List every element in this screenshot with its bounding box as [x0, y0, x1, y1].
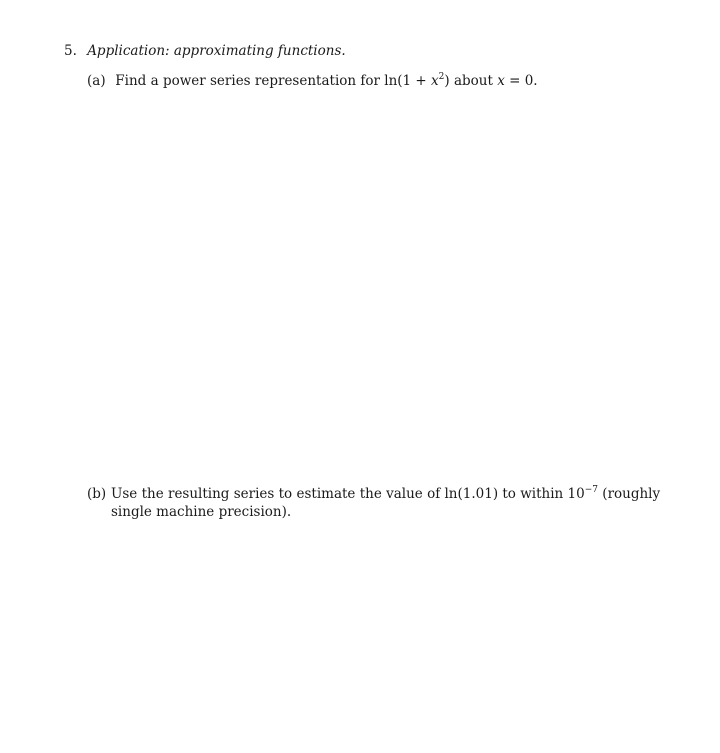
tolerance-exponent: −7 [584, 485, 598, 495]
expression-fn: ln(1 + [384, 73, 432, 89]
part-b-label: (b) [87, 486, 107, 502]
part-b [87, 485, 702, 521]
part-a [87, 72, 538, 90]
tolerance-base: 10 [567, 486, 585, 502]
part-a-text-before: Find a power series representation for [115, 73, 380, 89]
expression-var: x [431, 73, 439, 89]
problem-number: 5. [64, 43, 77, 59]
condition-var: x [497, 73, 505, 89]
part-b-text-before: Use the resulting series to estimate the value of ln(1.01) to within [111, 486, 564, 502]
part-a-text-middle: about [453, 73, 493, 89]
part-a-condition [497, 73, 537, 89]
condition-rest: = 0. [504, 73, 538, 89]
problem-heading [64, 42, 346, 60]
expression-close: ) [444, 73, 450, 89]
expression-exponent: 2 [438, 72, 445, 82]
part-a-label: (a) [87, 73, 106, 89]
part-a-expression [384, 73, 449, 89]
part-b-body [111, 485, 702, 521]
part-b-text-after: (roughly single machine precision). [111, 486, 661, 520]
part-b-tolerance [568, 486, 598, 502]
problem-title: Application: approximating functions. [87, 43, 346, 59]
